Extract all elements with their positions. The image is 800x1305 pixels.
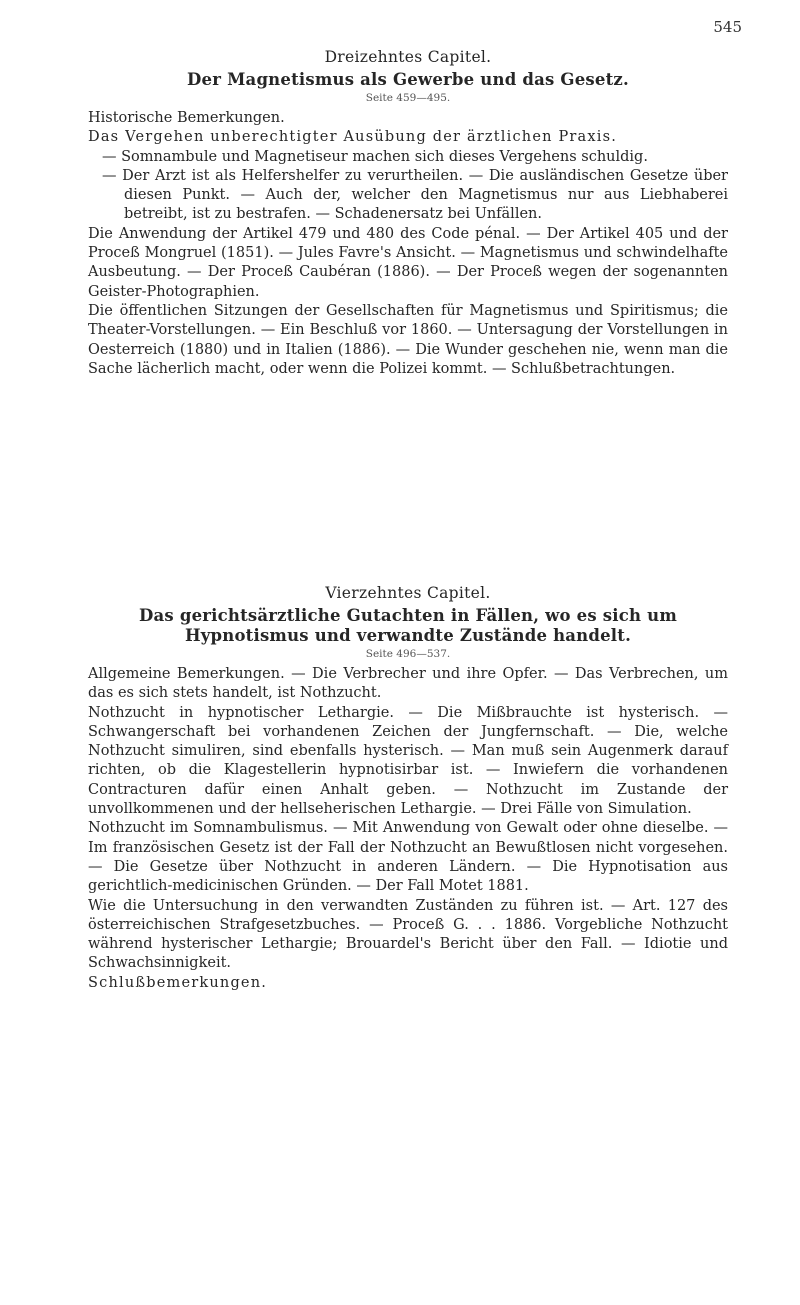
- toc-paragraph: — Der Arzt ist als Helfershelfer zu verurtheilen. — Die ausländischen Gesetze über diesen Punkt. — Auch der, welcher den Magnetismus nur aus Liebhaberei betreibt, ist zu bestrafen. — Schadenersatz bei Unfällen.: [102, 167, 728, 223]
- toc-paragraph: Die öffentlichen Sitzungen der Gesellschaften für Magnetismus und Spiritismus; die Theater-Vorstellungen. — Ein Beschluß vor 1860. — Untersagung der Vorstellungen in Oesterreich (1880) und in Italien (1886). — Die Wunder geschehen nie, wenn man die Sache lächerlich macht, oder wenn die Polizei kommt. — Schlußbetrachtungen.: [88, 302, 728, 377]
- toc-paragraph: Das Vergehen unberechtigter Ausübung der ärztlichen Praxis.: [88, 129, 618, 146]
- chapter-14-label: Vierzehntes Capitel.: [325, 584, 491, 602]
- toc-paragraph: Nothzucht in hypnotischer Lethargie. — Die Mißbrauchte ist hysterisch. — Schwangerschaft bei vorhandenen Zeichen der Jungfernschaft. — Die, welche Nothzucht simuliren, sind ebenfalls hysterisch. — Man muß sein Augenmerk darauf richten, ob die Klagestellerin hypnotisirbar ist. — Inwiefern die vorhandenen Contracturen dafür einen Anhalt geben. — Nothzucht im Zustande der unvollkommenen und der hellseherischen Lethargie. — Drei Fälle von Simulation.: [88, 704, 728, 818]
- chapter-13: [88, 48, 728, 379]
- toc-paragraph: — Somnambule und Magnetiseur machen sich dieses Vergehens schuldig.: [102, 148, 648, 165]
- toc-paragraph: Nothzucht im Somnambulismus. — Mit Anwendung von Gewalt oder ohne dieselbe. — Im französischen Gesetz ist der Fall der Nothzucht an Bewußtlosen nicht vorgesehen. — Die Gesetze über Nothzucht in anderen Ländern. — Die Hypnotisation aus gerichtlich-medicinischen Gründen. — Der Fall Motet 1881.: [88, 820, 728, 895]
- chapter-14-contents: [88, 665, 728, 993]
- toc-paragraph: Allgemeine Bemerkungen. — Die Verbrecher und ihre Opfer. — Das Verbrechen, um das es sich stets handelt, ist Nothzucht.: [88, 666, 728, 702]
- page-number: 545: [713, 18, 742, 36]
- chapter-14: [88, 584, 728, 993]
- toc-paragraph: Die Anwendung der Artikel 479 und 480 des Code pénal. — Der Artikel 405 und der Proceß Mongruel (1851). — Jules Favre's Ansicht. — Magnetismus und schwindelhafte Ausbeutung. — Der Proceß Caubéran (1886). — Der Proceß wegen der sogenannten Geister-Photographien.: [88, 225, 728, 300]
- chapter-14-pages: Seite 496—537.: [365, 648, 451, 660]
- toc-paragraph: Historische Bemerkungen.: [88, 110, 285, 126]
- chapter-13-contents: [88, 109, 728, 379]
- chapter-14-title: Das gerichtsärztliche Gutachten in Fällen, wo es sich um Hypnotismus und verwandte Zustände handelt.: [139, 606, 677, 645]
- chapter-13-title: Der Magnetismus als Gewerbe und das Gesetz.: [187, 70, 629, 89]
- chapter-13-pages: Seite 459—495.: [365, 92, 451, 104]
- toc-paragraph: Schlußbemerkungen.: [88, 974, 268, 991]
- toc-paragraph: Wie die Untersuchung in den verwandten Zuständen zu führen ist. — Art. 127 des österreichischen Strafgesetzbuches. — Proceß G. . . 1886. Vorgebliche Nothzucht während hysterischer Lethargie; Brouardel's Bericht über den Fall. — Idiotie und Schwachsinnigkeit.: [88, 897, 728, 972]
- chapter-13-label: Dreizehntes Capitel.: [324, 48, 492, 66]
